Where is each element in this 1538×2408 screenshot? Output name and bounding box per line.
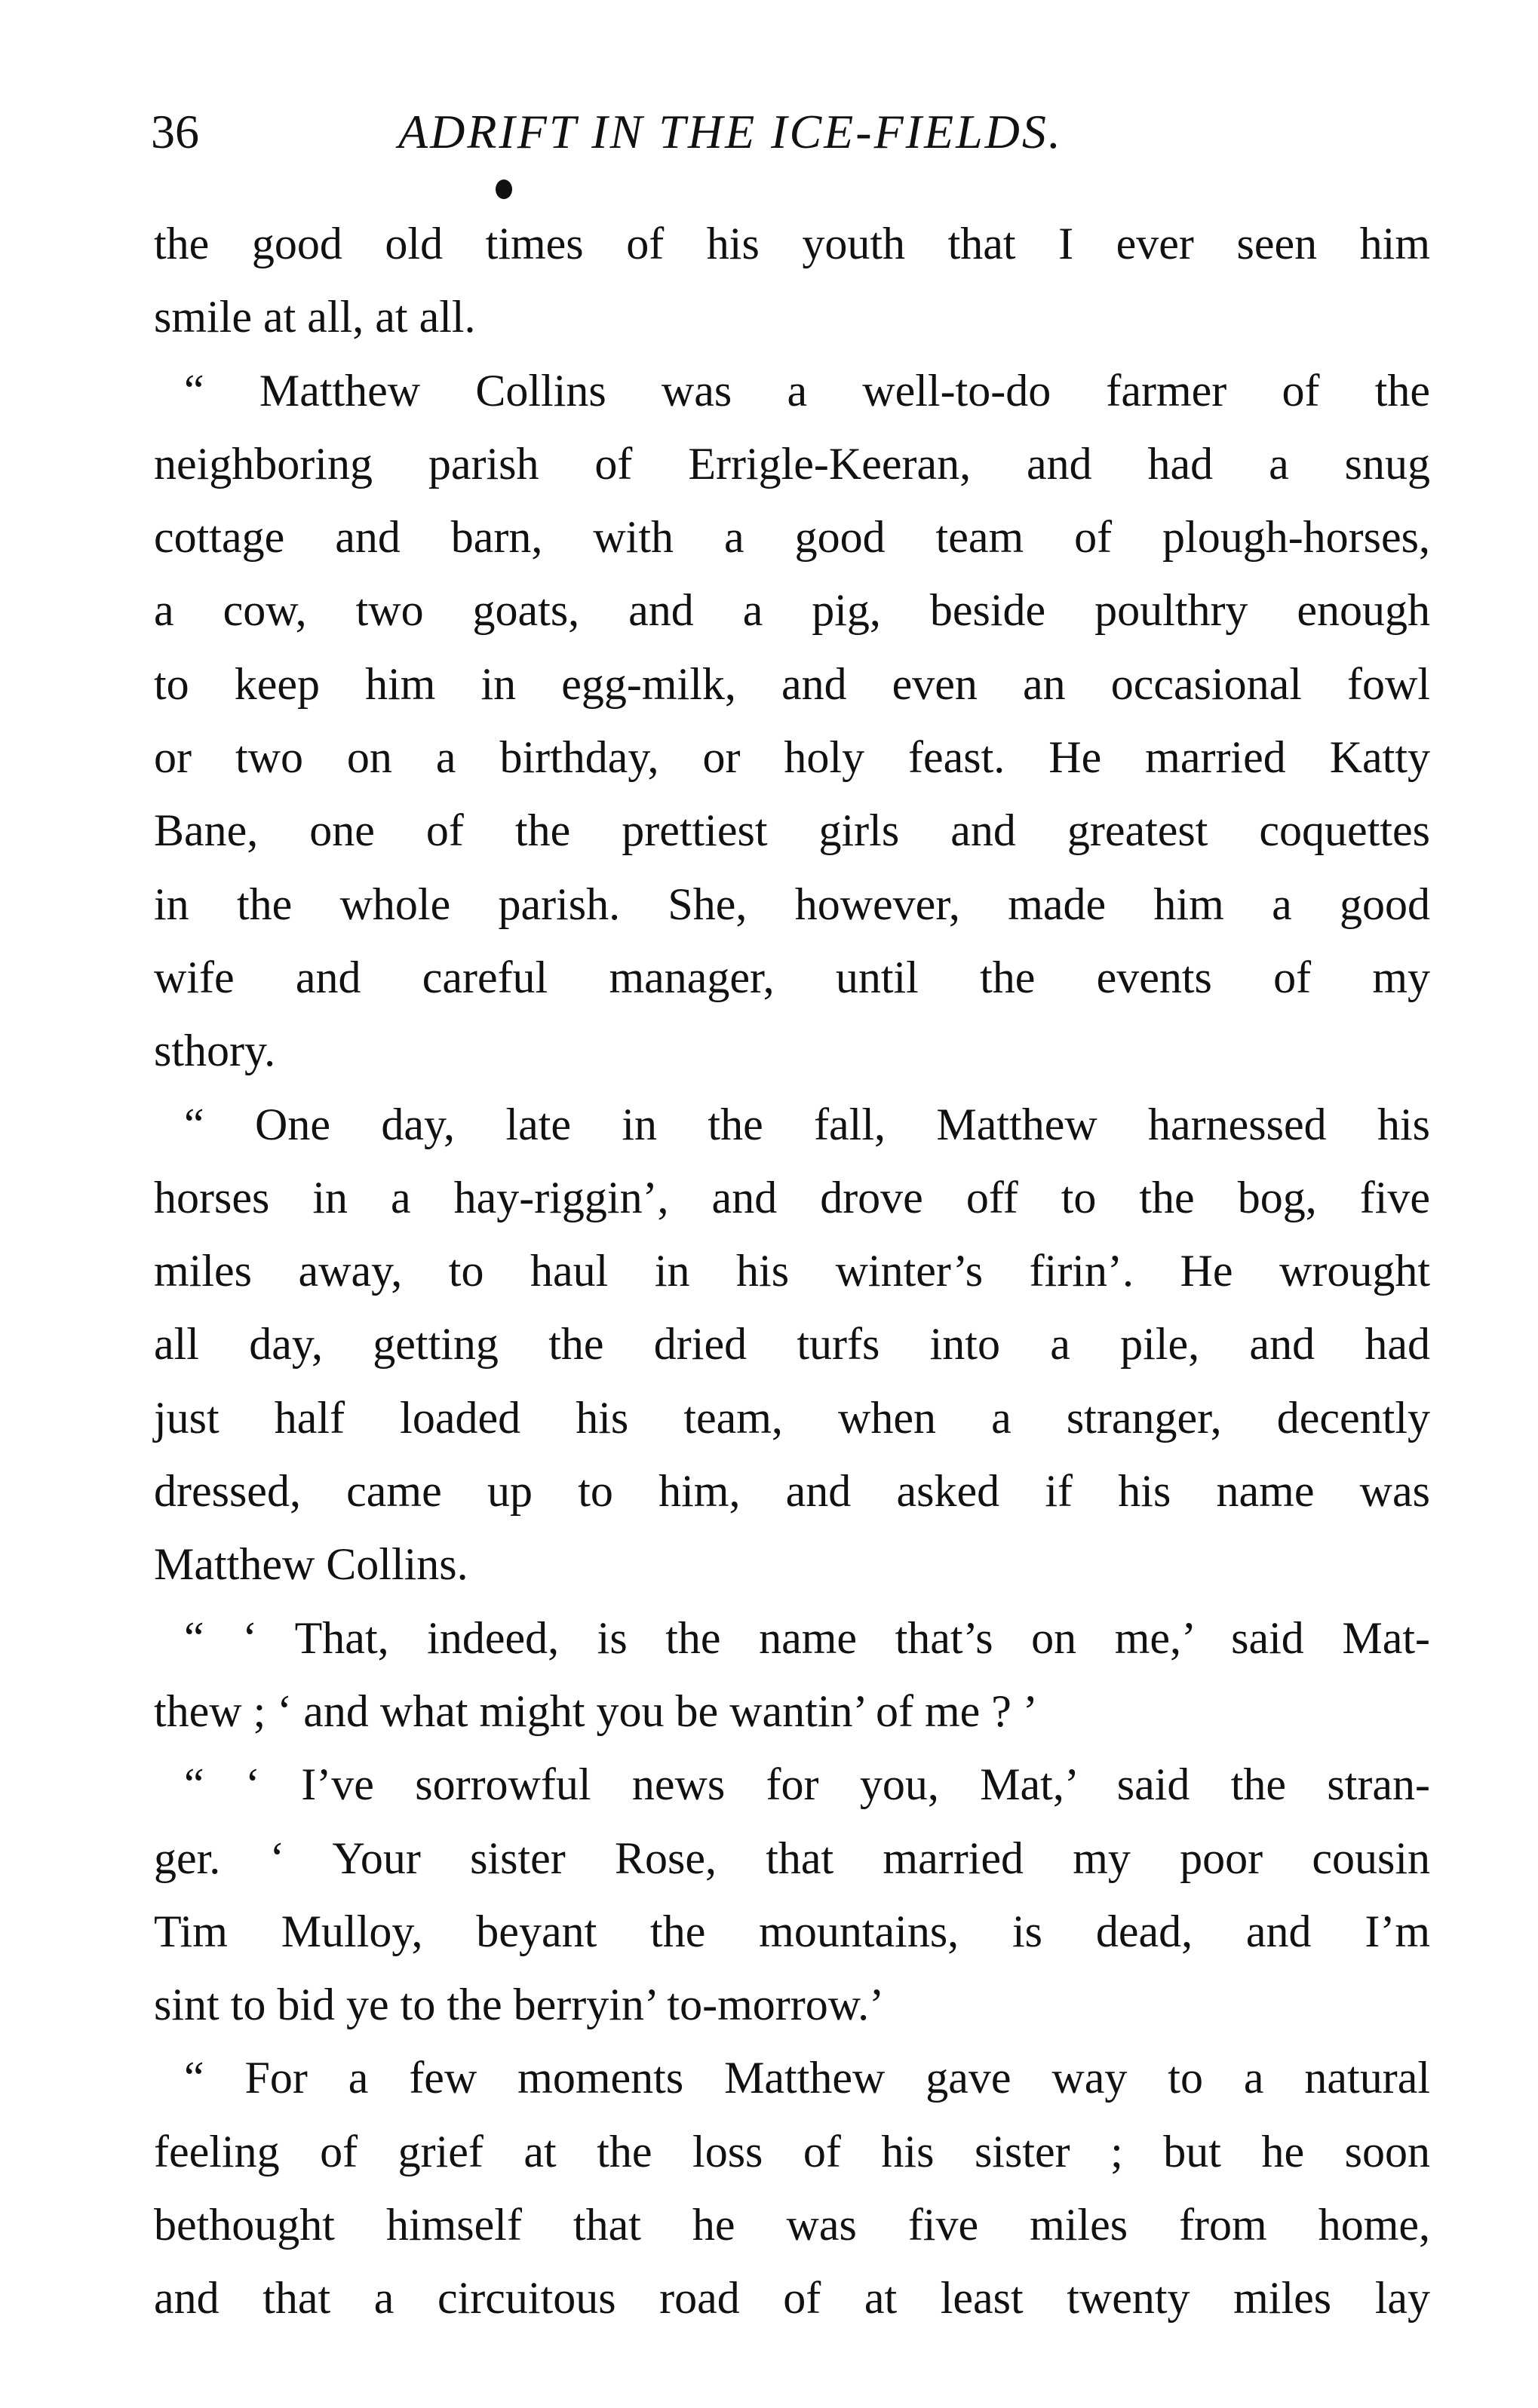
text-line: horses in a hay-riggin’, and drove off to the bog, five xyxy=(154,1172,1430,1222)
text-line: neighboring parish of Errigle-Keeran, and had a snug xyxy=(154,438,1430,489)
text-line: “ ‘ I’ve sorrowful news for you, Mat,’ said the stran- xyxy=(184,1759,1430,1810)
ink-blot-mark xyxy=(496,179,512,199)
text-line: “ Matthew Collins was a well-to-do farmer of the xyxy=(184,365,1430,416)
text-line: to keep him in egg-milk, and even an occasional fowl xyxy=(154,658,1430,709)
text-line: sthory. xyxy=(154,1026,276,1076)
text-line: and that a circuitous road of at least twenty miles lay xyxy=(154,2273,1430,2324)
text-line: ger. ‘ Your sister Rose, that married my poor cousin xyxy=(154,1833,1430,1883)
text-line: all day, getting the dried turfs into a pile, and had xyxy=(154,1319,1430,1370)
text-line: a cow, two goats, and a pig, beside poulthry enough xyxy=(154,585,1430,636)
text-line: wife and careful manager, until the events of my xyxy=(154,952,1430,1002)
running-title: ADRIFT IN THE ICE-FIELDS. xyxy=(398,105,1063,158)
text-line: dressed, came up to him, and asked if his name was xyxy=(154,1466,1430,1517)
text-line: Tim Mulloy, beyant the mountains, is dead, and I’m xyxy=(154,1906,1430,1956)
running-head xyxy=(151,98,1433,166)
text-line: “ For a few moments Matthew gave way to a natural xyxy=(184,2053,1430,2103)
text-line: miles away, to haul in his winter’s firin’. He wrought xyxy=(154,1246,1430,1296)
text-line: feeling of grief at the loss of his sister ; but he soon xyxy=(154,2126,1430,2176)
text-line: Matthew Collins. xyxy=(154,1539,468,1590)
text-line: Bane, one of the prettiest girls and greatest coquettes xyxy=(154,805,1430,856)
body-text xyxy=(154,207,1430,2336)
text-line: “ One day, late in the fall, Matthew harnessed his xyxy=(184,1099,1430,1149)
text-line: sint to bid ye to the berryin’ to-morrow.’ xyxy=(154,1980,885,2030)
text-line: thew ; ‘ and what might you be wantin’ of me ? ’ xyxy=(154,1686,1038,1736)
text-line: bethought himself that he was five miles from home, xyxy=(154,2200,1430,2250)
text-line: cottage and barn, with a good team of plough-horses, xyxy=(154,512,1430,563)
text-line: or two on a birthday, or holy feast. He married Katty xyxy=(154,732,1430,783)
text-line: the good old times of his youth that I ever seen him xyxy=(154,219,1430,268)
text-line: smile at all, at all. xyxy=(154,292,476,342)
text-line: “ ‘ That, indeed, is the name that’s on me,’ said Mat- xyxy=(184,1612,1430,1663)
text-line: just half loaded his team, when a stranger, decently xyxy=(154,1392,1430,1443)
text-line: in the whole parish. She, however, made him a good xyxy=(154,879,1430,929)
page-number: 36 xyxy=(151,105,199,158)
